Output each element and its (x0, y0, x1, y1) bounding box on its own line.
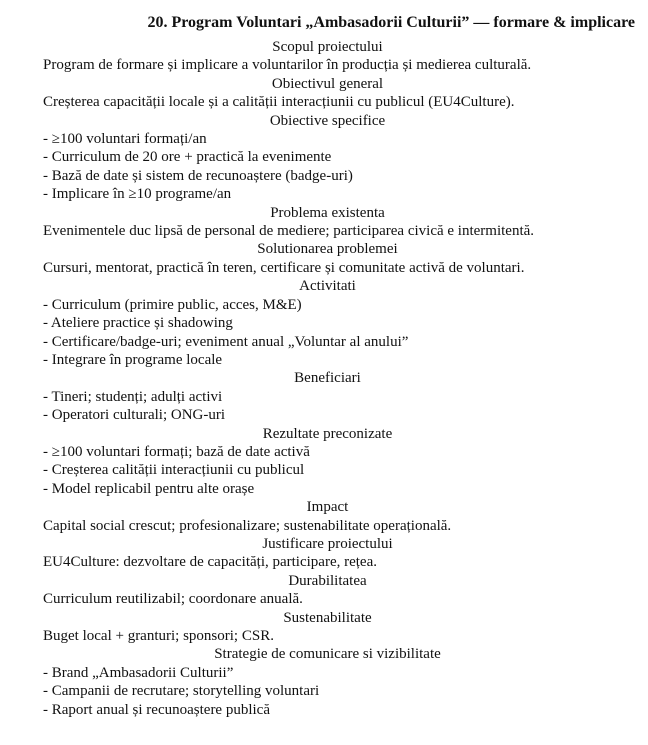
section (43, 425, 643, 499)
section (43, 572, 643, 609)
section-heading: Solutionarea problemei (257, 241, 398, 258)
section (43, 369, 643, 424)
list-item: - Tineri; studenți; adulți activi (43, 388, 223, 405)
list-item: - Certificare/badge-uri; eveniment anual „Voluntar al anului” (43, 333, 409, 350)
section (43, 112, 643, 204)
list-item: - Campanii de recrutare; storytelling voluntari (43, 683, 320, 700)
section (43, 609, 643, 646)
list-item: - Implicare în ≥10 programe/an (43, 186, 232, 203)
section (43, 535, 643, 572)
section-heading: Rezultate preconizate (262, 425, 393, 442)
section-heading: Activitati (299, 278, 356, 295)
list-item: - ≥100 voluntari formați; bază de date activă (43, 443, 310, 460)
section (43, 75, 643, 112)
document-title: 20. Program Voluntari „Ambasadorii Culturii” — formare & implicare (147, 14, 635, 31)
list-item: - Brand „Ambasadorii Culturii” (43, 664, 234, 681)
section-heading: Problema existenta (270, 204, 385, 221)
section-heading: Justificare proiectului (262, 535, 393, 552)
section-heading: Sustenabilitate (283, 609, 372, 626)
paragraph: Capital social crescut; profesionalizare; sustenabilitate operațională. (43, 517, 452, 534)
list-item: - Curriculum (primire public, acces, M&E) (43, 296, 302, 313)
section-heading: Obiective specifice (269, 112, 386, 129)
list-item: - Bază de date și sistem de recunoaștere (badge-uri) (43, 167, 353, 184)
section-heading: Scopul proiectului (272, 39, 383, 55)
list-item: - Creșterea calității interacțiunii cu publicul (43, 462, 305, 479)
list-item: - Raport anual și recunoaștere publică (43, 701, 270, 718)
section-heading: Strategie de comunicare si vizibilitate (214, 646, 441, 663)
section (43, 240, 643, 277)
list-item: - Model replicabil pentru alte orașe (43, 480, 255, 497)
section-heading: Impact (306, 499, 349, 516)
list-item: - Ateliere practice și shadowing (43, 315, 233, 332)
section (43, 38, 643, 75)
section (43, 204, 643, 241)
section (43, 277, 643, 369)
section-heading: Beneficiari (294, 370, 361, 387)
section (43, 645, 643, 719)
section (43, 498, 643, 535)
paragraph: Curriculum reutilizabil; coordonare anuală. (43, 591, 303, 608)
paragraph: EU4Culture: dezvoltare de capacități, participare, rețea. (43, 554, 377, 571)
list-item: - Operatori culturali; ONG-uri (43, 407, 226, 424)
list-item: - Integrare în programe locale (43, 351, 223, 368)
document-page (43, 12, 643, 719)
paragraph: Program de formare și implicare a voluntarilor în producția și medierea culturală. (43, 57, 532, 74)
paragraph: Buget local + granturi; sponsori; CSR. (43, 628, 274, 644)
paragraph: Evenimentele duc lipsă de personal de mediere; participarea civică e intermitentă. (43, 223, 535, 240)
paragraph: Cursuri, mentorat, practică în teren, certificare și comunitate activă de voluntari. (43, 259, 525, 276)
list-item: - Curriculum de 20 ore + practică la evenimente (43, 149, 332, 166)
document-body (43, 38, 643, 719)
list-item: - ≥100 voluntari formați/an (43, 131, 207, 148)
paragraph: Creșterea capacității locale și a calității interacțiunii cu publicul (EU4Culture). (43, 94, 515, 111)
section-heading: Durabilitatea (288, 572, 367, 589)
section-heading: Obiectivul general (271, 75, 384, 92)
